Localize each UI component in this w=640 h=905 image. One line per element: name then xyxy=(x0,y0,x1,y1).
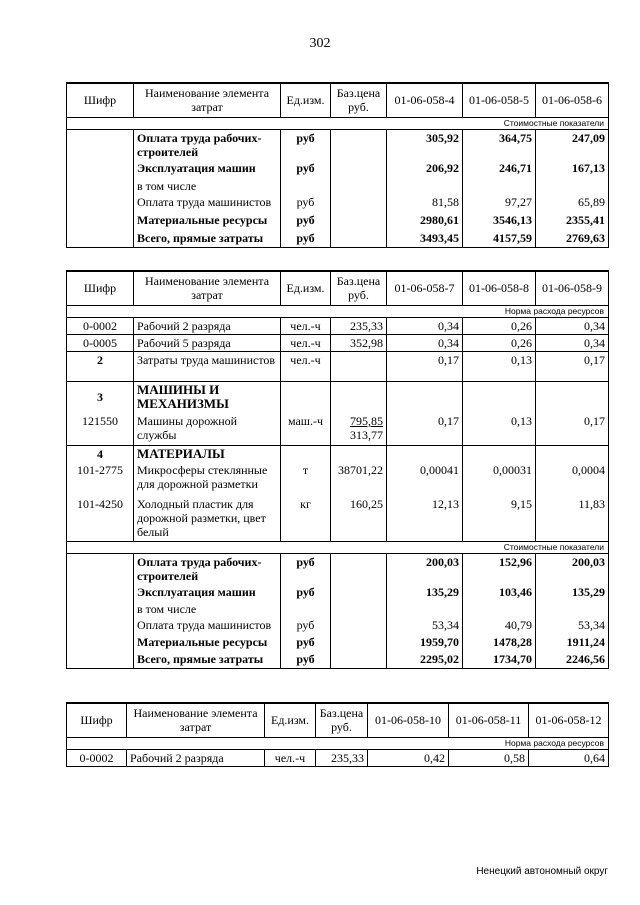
section-label: Норма расхода ресурсов xyxy=(67,305,609,317)
row-value: 200,03 xyxy=(536,554,609,585)
row-unit: т xyxy=(281,462,331,496)
row-value: 0,34 xyxy=(387,317,463,334)
row-name: Рабочий 2 разряда xyxy=(134,317,281,334)
row-name: в том числе xyxy=(134,178,281,194)
row-value: 167,13 xyxy=(536,160,609,178)
cost-table-1 xyxy=(66,82,609,248)
row-name: Оплата труда машинистов xyxy=(134,194,281,212)
header-code: Шифр xyxy=(67,703,127,737)
row-value: 97,27 xyxy=(463,194,536,212)
row-value: 0,34 xyxy=(536,334,609,351)
row-unit: руб xyxy=(281,212,331,230)
row-value: 1734,70 xyxy=(463,651,536,668)
row-unit: руб xyxy=(281,634,331,651)
row-value: 0,42 xyxy=(368,749,449,766)
table-header xyxy=(67,83,609,117)
price-current: 795,85 xyxy=(350,414,383,428)
row-unit: чел.-ч xyxy=(265,749,316,766)
header-name: Наименование элемента затрат xyxy=(134,271,281,305)
row-unit: чел.-ч xyxy=(281,351,331,381)
row-value: 0,17 xyxy=(387,413,463,445)
row-value: 40,79 xyxy=(463,617,536,634)
row-name: Эксплуатация машин xyxy=(134,160,281,178)
table-row xyxy=(67,317,609,334)
row-value: 0,26 xyxy=(463,334,536,351)
row-value: 81,58 xyxy=(387,194,463,212)
row-name: Оплата труда машинистов xyxy=(134,617,281,634)
row-value: 200,03 xyxy=(387,554,463,585)
section-label: Стоимостные показатели xyxy=(67,117,609,129)
row-price: 235,33 xyxy=(316,749,368,766)
table-row xyxy=(67,554,609,585)
row-price xyxy=(331,413,387,445)
header-code: Шифр xyxy=(67,83,134,117)
header-code-col: 01-06-058-10 xyxy=(368,703,449,737)
row-value: 53,34 xyxy=(387,617,463,634)
row-unit: руб xyxy=(281,194,331,212)
row-value: 0,00041 xyxy=(387,462,463,496)
row-value: 9,15 xyxy=(463,496,536,542)
header-price: Баз.цена руб. xyxy=(316,703,368,737)
row-value: 2980,61 xyxy=(387,212,463,230)
row-name: Эксплуатация машин xyxy=(134,584,281,601)
row-code: 101-4250 xyxy=(67,496,134,542)
table-row xyxy=(67,601,609,617)
header-unit: Ед.изм. xyxy=(281,83,331,117)
row-value: 0,17 xyxy=(536,413,609,445)
row-value: 2295,02 xyxy=(387,651,463,668)
table-row xyxy=(67,496,609,542)
row-value: 0,00031 xyxy=(463,462,536,496)
footer-region: Ненецкий автономный округ xyxy=(476,866,608,877)
row-code: 4 xyxy=(67,445,134,462)
table-row xyxy=(67,749,609,766)
header-code-col: 01-06-058-5 xyxy=(463,83,536,117)
row-value: 206,92 xyxy=(387,160,463,178)
header-unit: Ед.изм. xyxy=(265,703,316,737)
header-code-col: 01-06-058-11 xyxy=(449,703,529,737)
row-name: в том числе xyxy=(134,601,281,617)
row-value: 246,71 xyxy=(463,160,536,178)
table-row xyxy=(67,351,609,381)
row-unit: руб xyxy=(281,554,331,585)
row-value: 1911,24 xyxy=(536,634,609,651)
row-value: 0,58 xyxy=(449,749,529,766)
row-code: 0-0002 xyxy=(67,749,127,766)
row-code: 2 xyxy=(67,351,134,381)
table-row xyxy=(67,617,609,634)
header-code-col: 01-06-058-12 xyxy=(529,703,609,737)
row-value: 1959,70 xyxy=(387,634,463,651)
header-code: Шифр xyxy=(67,271,134,305)
row-value: 0,34 xyxy=(536,317,609,334)
table-row xyxy=(67,584,609,601)
row-value: 53,34 xyxy=(536,617,609,634)
table-header xyxy=(67,271,609,305)
row-name: Затраты труда машинистов xyxy=(134,351,281,381)
row-value: 0,17 xyxy=(387,351,463,381)
section-title: МАШИНЫ И МЕХАНИЗМЫ xyxy=(134,381,281,413)
table-header xyxy=(67,703,609,737)
row-unit: чел.-ч xyxy=(281,334,331,351)
row-value: 305,92 xyxy=(387,129,463,160)
row-name: Материальные ресурсы xyxy=(134,212,281,230)
table-row xyxy=(67,381,609,413)
row-value: 3493,45 xyxy=(387,230,463,248)
row-price xyxy=(331,351,387,381)
row-unit: руб xyxy=(281,617,331,634)
row-value: 0,13 xyxy=(463,351,536,381)
header-code-col: 01-06-058-8 xyxy=(463,271,536,305)
table-row xyxy=(67,413,609,445)
row-value: 3546,13 xyxy=(463,212,536,230)
row-name: Всего, прямые затраты xyxy=(134,230,281,248)
row-unit: руб xyxy=(281,129,331,160)
table-row xyxy=(67,462,609,496)
row-value: 0,0004 xyxy=(536,462,609,496)
header-name: Наименование элемента затрат xyxy=(134,83,281,117)
table-row xyxy=(67,445,609,462)
section-title: МАТЕРИАЛЫ xyxy=(134,445,281,462)
row-unit: руб xyxy=(281,584,331,601)
row-price: 235,33 xyxy=(331,317,387,334)
row-value: 2769,63 xyxy=(536,230,609,248)
header-code-col: 01-06-058-4 xyxy=(387,83,463,117)
table-row xyxy=(67,212,609,230)
row-name: Рабочий 2 разряда xyxy=(127,749,265,766)
row-code: 121550 xyxy=(67,413,134,445)
row-value: 1478,28 xyxy=(463,634,536,651)
row-value: 65,89 xyxy=(536,194,609,212)
row-value: 364,75 xyxy=(463,129,536,160)
row-value: 0,64 xyxy=(529,749,609,766)
table-row xyxy=(67,178,609,194)
table-row xyxy=(67,194,609,212)
row-unit: руб xyxy=(281,230,331,248)
row-code: 101-2775 xyxy=(67,462,134,496)
header-code-col: 01-06-058-7 xyxy=(387,271,463,305)
table-row xyxy=(67,230,609,248)
table-row xyxy=(67,334,609,351)
section-label: Норма расхода ресурсов xyxy=(67,737,609,749)
row-name: Машины дорожной службы xyxy=(134,413,281,445)
header-price: Баз.цена руб. xyxy=(331,83,387,117)
row-unit: чел.-ч xyxy=(281,317,331,334)
cost-table-2 xyxy=(66,270,609,669)
row-name: Всего, прямые затраты xyxy=(134,651,281,668)
row-value: 4157,59 xyxy=(463,230,536,248)
header-name: Наименование элемента затрат xyxy=(127,703,265,737)
row-unit: кг xyxy=(281,496,331,542)
row-code: 3 xyxy=(67,381,134,413)
row-name: Холодный пластик для дорожной разметки, цвет белый xyxy=(134,496,281,542)
row-value: 2355,41 xyxy=(536,212,609,230)
header-price: Баз.цена руб. xyxy=(331,271,387,305)
table-row xyxy=(67,651,609,668)
row-unit: руб xyxy=(281,651,331,668)
header-code-col: 01-06-058-6 xyxy=(536,83,609,117)
header-unit: Ед.изм. xyxy=(281,271,331,305)
row-name: Материальные ресурсы xyxy=(134,634,281,651)
row-value: 12,13 xyxy=(387,496,463,542)
section-label: Стоимостные показатели xyxy=(67,542,609,554)
row-code: 0-0002 xyxy=(67,317,134,334)
row-value: 135,29 xyxy=(536,584,609,601)
row-value: 0,13 xyxy=(463,413,536,445)
row-value: 2246,56 xyxy=(536,651,609,668)
row-code: 0-0005 xyxy=(67,334,134,351)
header-code-col: 01-06-058-9 xyxy=(536,271,609,305)
row-name: Оплата труда рабочих-строителей xyxy=(134,129,281,160)
table-row xyxy=(67,129,609,160)
row-price: 160,25 xyxy=(331,496,387,542)
row-name: Микросферы стеклянные для дорожной разметки xyxy=(134,462,281,496)
row-price: 352,98 xyxy=(331,334,387,351)
row-name: Рабочий 5 разряда xyxy=(134,334,281,351)
table-row xyxy=(67,160,609,178)
page-number: 302 xyxy=(309,36,331,51)
row-value: 0,34 xyxy=(387,334,463,351)
row-value: 152,96 xyxy=(463,554,536,585)
row-value: 0,17 xyxy=(536,351,609,381)
row-price: 38701,22 xyxy=(331,462,387,496)
row-value: 247,09 xyxy=(536,129,609,160)
row-value: 135,29 xyxy=(387,584,463,601)
row-value: 0,26 xyxy=(463,317,536,334)
row-value: 103,46 xyxy=(463,584,536,601)
row-unit: руб xyxy=(281,160,331,178)
row-unit: маш.-ч xyxy=(281,413,331,445)
row-name: Оплата труда рабочих-строителей xyxy=(134,554,281,585)
row-value: 11,83 xyxy=(536,496,609,542)
table-row xyxy=(67,634,609,651)
price-alt: 313,77 xyxy=(350,428,383,442)
cost-table-3 xyxy=(66,702,609,767)
